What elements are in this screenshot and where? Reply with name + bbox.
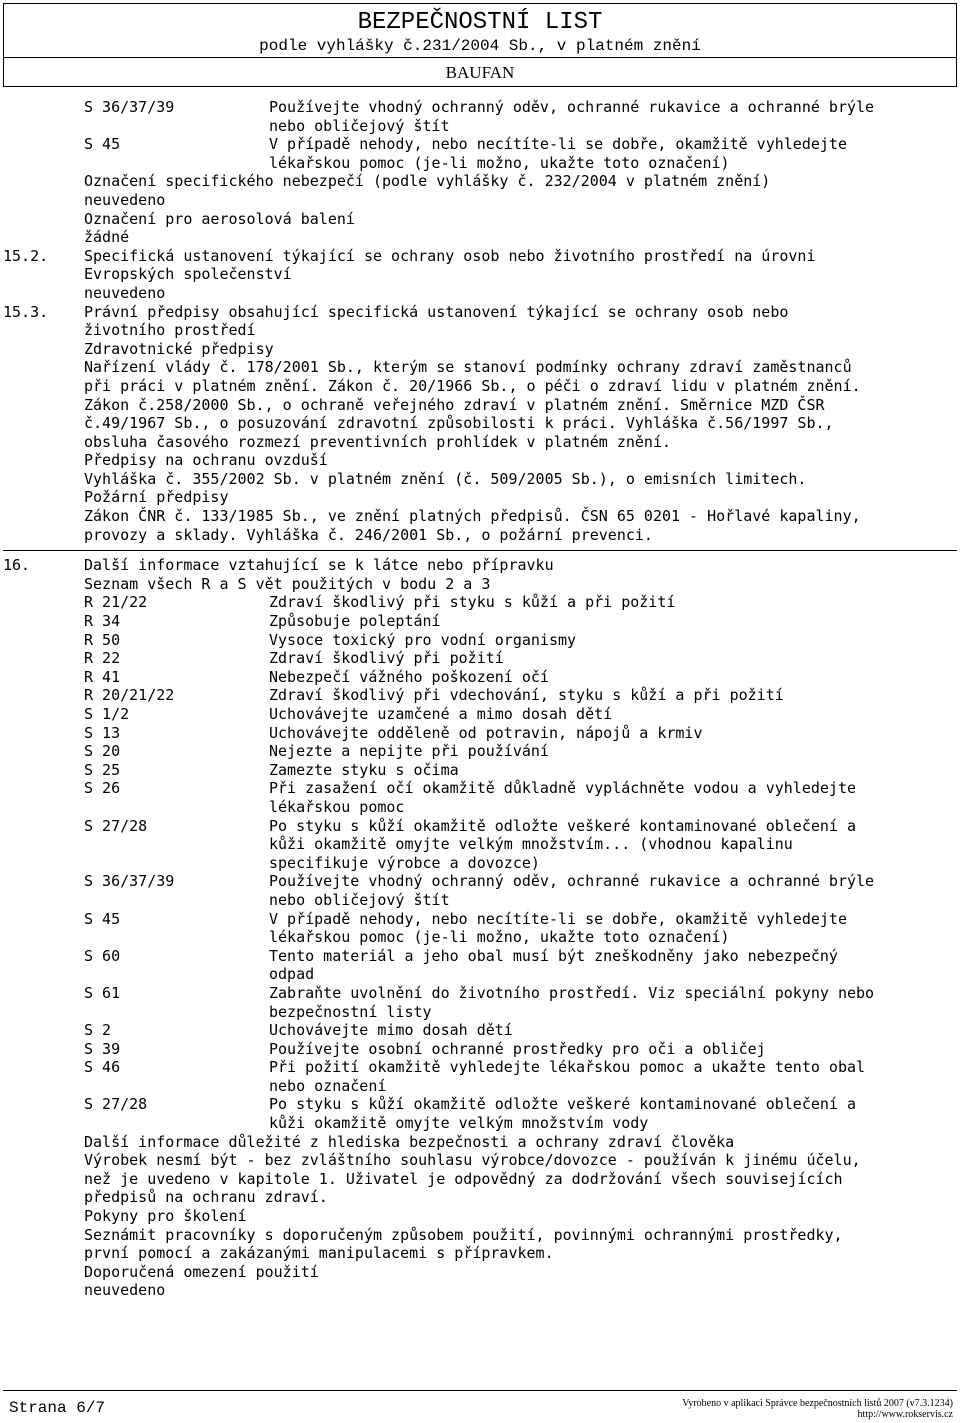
further-info-text: Výrobek nesmí být - bez zvláštního souhlasu výrobce/dovozce - používán k jinému účelu,: [84, 1151, 861, 1170]
phrase-row: [0, 135, 960, 154]
health-regulations-text: obsluha časového rozmezí preventivních prohlídek v platném znění.: [84, 432, 671, 451]
phrase-text: Používejte vhodný ochranný oděv, ochranné rukavice a ochranné brýle: [269, 872, 875, 891]
phrase-text: Po styku s kůží okamžitě odložte veškeré kontaminované oblečení a: [269, 1095, 856, 1114]
phrase-row: [0, 854, 960, 873]
phrase-text: Uchovávejte uzamčené a mimo dosah dětí: [269, 705, 613, 723]
phrase-code: S 25: [84, 760, 121, 779]
phrase-row: [0, 835, 960, 854]
phrase-code: S 46: [84, 1058, 121, 1077]
phrase-text: Nejezte a nepijte při používání: [269, 742, 549, 761]
phrase-text: kůži okamžitě omyjte velkým množstvím vody: [269, 1114, 649, 1133]
phrase-text: lékařskou pomoc (je-li možno, ukažte toto označení): [269, 153, 730, 172]
phrase-row: [0, 117, 960, 136]
phrase-code: S 20: [84, 742, 121, 761]
health-regulations-text: č.49/1967 Sb., o posuzování zdravotní způsobilosti k práci. Vyhláška č.56/1997 Sb.,: [84, 414, 834, 433]
further-info-text: než je uvedeno v kapitole 1. Uživatel je odpovědný za dodržování všech souvisejících: [84, 1169, 843, 1188]
section-number: 15.2.: [3, 246, 49, 265]
product-name: BAUFAN: [445, 63, 515, 82]
phrase-code: S 36/37/39: [84, 98, 175, 116]
phrase-row: [0, 612, 960, 631]
further-info-label: Další informace důležité z hlediska bezpečnosti a ochrany zdraví člověka: [84, 1132, 735, 1151]
further-info-text: předpisů na ochranu zdraví.: [84, 1188, 328, 1207]
aerosol-label: Označení pro aerosolová balení: [84, 209, 355, 228]
phrase-text: lékařskou pomoc (je-li možno, ukažte toto označení): [269, 928, 730, 947]
phrase-text: kůži okamžitě omyjte velkým množstvím... (vhodnou kapalinu: [269, 835, 793, 854]
phrase-row: [0, 724, 960, 743]
phrase-row: [0, 593, 960, 612]
phrase-text: V případě nehody, nebo necítíte-li se dobře, okamžitě vyhledejte: [269, 909, 847, 928]
section-heading: Evropských společenství: [84, 265, 292, 284]
section-heading: životního prostředí: [84, 321, 256, 340]
phrase-text: nebo označení: [269, 1076, 387, 1095]
footer-url: http://www.rokservis.cz: [857, 1409, 953, 1420]
phrase-text: Uchovávejte mimo dosah dětí: [269, 1021, 513, 1040]
product-box: [3, 57, 957, 87]
phrase-row: [0, 891, 960, 910]
phrase-code: R 34: [84, 612, 121, 631]
phrase-text: Zamezte styku s očima: [269, 760, 459, 779]
usage-limits-value: neuvedeno: [84, 1281, 166, 1300]
phrase-text: nebo obličejový štít: [269, 890, 450, 909]
phrase-row: [0, 761, 960, 780]
phrase-row: [0, 742, 960, 761]
phrase-text: V případě nehody, nebo necítíte-li se dobře, okamžitě vyhledejte: [269, 135, 847, 154]
page-number: Strana 6/7: [9, 1399, 106, 1417]
section-heading: Právní předpisy obsahující specifická ustanovení týkající se ochrany osob nebo: [84, 302, 789, 321]
fire-regulations-text: Zákon ČNR č. 133/1985 Sb., ve znění platných předpisů. ČSN 65 0201 - Hořlavé kapaliny,: [84, 507, 861, 526]
phrase-text: Používejte vhodný ochranný oděv, ochranné rukavice a ochranné brýle: [269, 98, 875, 116]
phrase-text: specifikuje výrobce a dovozce): [269, 853, 540, 872]
phrase-code: S 45: [84, 135, 121, 154]
aerosol-value: žádné: [84, 228, 130, 247]
health-regulations-text: Zákon č.258/2000 Sb., o ochraně veřejného zdraví v platném znění. Směrnice MZD ČSR: [84, 395, 825, 414]
phrase-text: Zdraví škodlivý při požití: [269, 649, 504, 668]
phrase-row: [0, 1095, 960, 1114]
section-heading: Další informace vztahující se k látce nebo přípravku: [84, 556, 554, 575]
phrase-text: Při zasažení očí okamžitě důkladně vypláchněte vodou a vyhledejte: [269, 779, 856, 798]
air-regulations-label: Předpisy na ochranu ovzduší: [84, 451, 328, 470]
phrase-row: [0, 984, 960, 1003]
phrase-list: [0, 593, 960, 1132]
footer-credits: [682, 1398, 953, 1420]
phrase-row: [0, 817, 960, 836]
phrase-code: S 45: [84, 909, 121, 928]
phrase-text: Zdraví škodlivý při styku s kůží a při požití: [269, 593, 676, 612]
phrase-row: [0, 631, 960, 650]
phrase-code: S 60: [84, 946, 121, 965]
phrase-row: [0, 98, 960, 117]
air-regulations-text: Vyhláška č. 355/2002 Sb. v platném znění (č. 509/2005 Sb.), o emisních limitech.: [84, 469, 807, 488]
phrase-code: S 13: [84, 723, 121, 742]
phrase-row: [0, 872, 960, 891]
phrase-row: [0, 1058, 960, 1077]
fire-regulations-text: provozy a sklady. Vyhláška č. 246/2001 Sb., o požární prevenci.: [84, 525, 653, 544]
phrase-row: [0, 668, 960, 687]
footer: [3, 1390, 957, 1420]
phrase-text: Po styku s kůží okamžitě odložte veškeré kontaminované oblečení a: [269, 816, 856, 835]
phrase-row: [0, 798, 960, 817]
phrase-row: [0, 910, 960, 929]
phrase-code: R 50: [84, 630, 121, 649]
specific-hazard-label: Označení specifického nebezpečí (podle vyhlášky č. 232/2004 v platném znění): [84, 172, 771, 191]
phrase-row: [0, 705, 960, 724]
section-value: neuvedeno: [84, 283, 166, 302]
phrase-text: odpad: [269, 965, 315, 984]
phrase-row: [0, 1040, 960, 1059]
phrase-row: [0, 1021, 960, 1040]
section-number: 15.3.: [3, 302, 49, 321]
phrase-row: [0, 928, 960, 947]
phrase-code: S 61: [84, 983, 121, 1002]
phrase-text: bezpečnostní listy: [269, 1002, 432, 1021]
phrase-text: lékařskou pomoc: [269, 797, 405, 816]
phrase-text: Nebezpečí vážného poškození očí: [269, 667, 549, 686]
section-divider: [3, 550, 957, 551]
phrase-text: Vysoce toxický pro vodní organismy: [269, 630, 577, 649]
footer-app: Vyrobeno v aplikaci Správce bezpečnostních listů 2007 (v7.3.1234): [682, 1398, 953, 1409]
health-regulations-text: Nařízení vlády č. 178/2001 Sb., kterým se stanoví podmínky ochrany zdraví zaměstnanců: [84, 358, 852, 377]
phrase-code: R 20/21/22: [84, 686, 175, 705]
phrase-text: Uchovávejte odděleně od potravin, nápojů a krmiv: [269, 723, 703, 742]
usage-limits-label: Doporučená omezení použití: [84, 1262, 319, 1281]
phrase-code: S 39: [84, 1039, 121, 1058]
document-title: BEZPEČNOSTNÍ LIST: [357, 9, 603, 36]
training-text: první pomocí a zakázanými manipulacemi s přípravkem.: [84, 1244, 554, 1263]
phrase-row: [0, 779, 960, 798]
phrase-row: [0, 1114, 960, 1133]
fire-regulations-label: Požární předpisy: [84, 488, 229, 507]
phrase-code: R 22: [84, 649, 121, 668]
training-text: Seznámit pracovníky s doporučeným způsobem použití, povinnými ochrannými prostředky,: [84, 1225, 843, 1244]
phrase-row: [0, 649, 960, 668]
phrase-row: [0, 1003, 960, 1022]
header-box: [3, 3, 957, 58]
phrase-code: S 26: [84, 779, 121, 798]
phrase-code: R 21/22: [84, 593, 148, 612]
phrase-text: Tento materiál a jeho obal musí být zneškodněny jako nebezpečný: [269, 946, 838, 965]
phrase-text: nebo obličejový štít: [269, 116, 450, 135]
document-subtitle: podle vyhlášky č.231/2004 Sb., v platném znění: [259, 37, 701, 55]
phrase-row: [0, 154, 960, 173]
phrase-code: S 27/28: [84, 1095, 148, 1114]
phrase-row: [0, 947, 960, 966]
phrase-code: R 41: [84, 667, 121, 686]
phrase-code: S 2: [84, 1021, 112, 1040]
health-regulations-text: při práci v platném znění. Zákon č. 20/1966 Sb., o péči o zdraví lidu v platném znění.: [84, 376, 861, 395]
section-heading: Specifická ustanovení týkající se ochrany osob nebo životního prostředí na úrovni: [84, 246, 816, 265]
phrase-text: Při požití okamžitě vyhledejte lékařskou pomoc a ukažte tento obal: [269, 1058, 866, 1077]
phrase-text: Způsobuje poleptání: [269, 612, 441, 631]
phrase-list-title: Seznam všech R a S vět použitých v bodu 2 a 3: [84, 574, 491, 593]
phrase-code: S 27/28: [84, 816, 148, 835]
phrase-text: Zdraví škodlivý při vdechování, styku s kůží a při požití: [269, 686, 784, 705]
phrase-code: S 36/37/39: [84, 872, 175, 891]
phrase-row: [0, 686, 960, 705]
section-number: 16.: [3, 556, 31, 575]
training-label: Pokyny pro školení: [84, 1207, 247, 1226]
health-regulations-label: Zdravotnické předpisy: [84, 339, 274, 358]
phrase-row: [0, 1077, 960, 1096]
phrase-code: S 1/2: [84, 705, 130, 723]
phrase-text: Používejte osobní ochranné prostředky pro oči a obličej: [269, 1039, 766, 1058]
phrase-row: [0, 965, 960, 984]
content: [0, 98, 960, 1300]
phrase-text: Zabraňte uvolnění do životního prostředí. Viz speciální pokyny nebo: [269, 983, 875, 1002]
specific-hazard-value: neuvedeno: [84, 190, 166, 209]
